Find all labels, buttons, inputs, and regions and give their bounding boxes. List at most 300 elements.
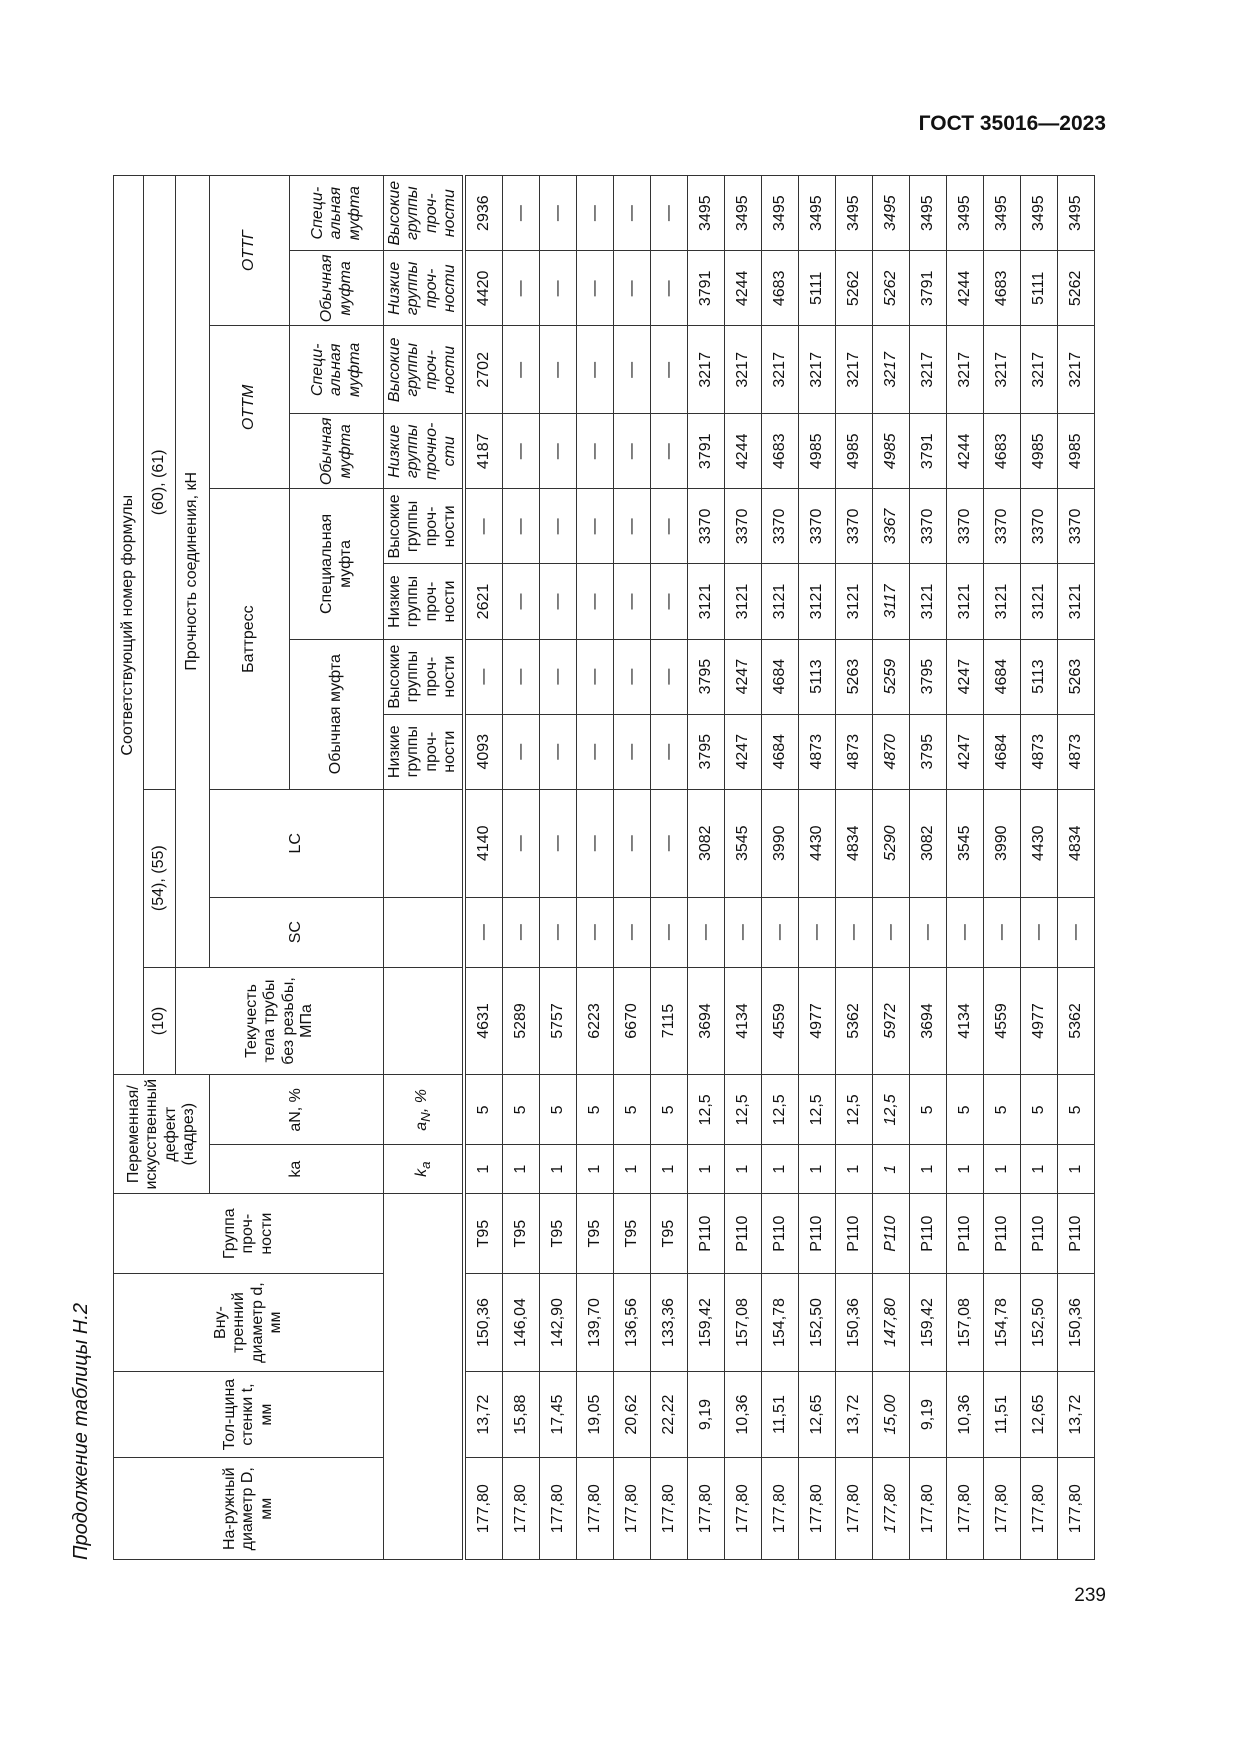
table-cell: — — [502, 414, 539, 489]
ka-header: ka — [210, 1145, 384, 1194]
table-cell: 4684 — [983, 639, 1020, 714]
table-cell: 1 — [946, 1145, 983, 1194]
table-cell: 154,78 — [983, 1274, 1020, 1371]
table-cell: 5 — [946, 1075, 983, 1145]
table-row — [539, 176, 576, 1560]
table-cell: 4870 — [872, 714, 909, 789]
table-cell: 4244 — [724, 414, 761, 489]
table-cell: 139,70 — [576, 1274, 613, 1371]
table-cell: 3082 — [687, 789, 724, 897]
table-cell: — — [576, 251, 613, 326]
table-cell: 10,36 — [946, 1371, 983, 1458]
table-cell: 177,80 — [835, 1458, 872, 1560]
table-cell: 7115 — [650, 967, 687, 1075]
table-cell: P110 — [983, 1193, 1020, 1273]
table-cell: 5 — [1057, 1075, 1094, 1145]
table-row — [724, 176, 761, 1560]
table-cell: 3121 — [1057, 564, 1094, 639]
table-cell: 3495 — [983, 176, 1020, 251]
table-cell: — — [502, 714, 539, 789]
table-cell: 5 — [983, 1075, 1020, 1145]
table-cell: 3495 — [724, 176, 761, 251]
table-cell: — — [576, 714, 613, 789]
table-cell: 4093 — [464, 714, 503, 789]
table-cell: — — [613, 564, 650, 639]
ottm-header: ОТТМ — [210, 326, 290, 489]
table-cell: 13,72 — [1057, 1371, 1094, 1458]
table-cell: — — [650, 639, 687, 714]
table-cell: 1 — [798, 1145, 835, 1194]
table-cell: 5262 — [872, 251, 909, 326]
table-cell: 3795 — [909, 639, 946, 714]
table-cell: 3990 — [761, 789, 798, 897]
table-cell: 3121 — [687, 564, 724, 639]
table-cell: 3121 — [798, 564, 835, 639]
table-cell: 4834 — [1057, 789, 1094, 897]
table-cell: — — [539, 897, 576, 967]
table-cell: 4873 — [798, 714, 835, 789]
table-cell: 152,50 — [798, 1274, 835, 1371]
table-cell: 3694 — [687, 967, 724, 1075]
table-cell: — — [650, 714, 687, 789]
table-cell: 4683 — [983, 251, 1020, 326]
table-cell: 1 — [464, 1145, 503, 1194]
formula-10-header: (10) — [144, 967, 176, 1075]
table-cell: 4559 — [983, 967, 1020, 1075]
ottg-special-high-header: Высокие группы проч-ности — [384, 176, 464, 251]
table-cell: 177,80 — [909, 1458, 946, 1560]
table-cell: 177,80 — [872, 1458, 909, 1560]
table-cell: 152,50 — [1020, 1274, 1057, 1371]
table-cell: 11,51 — [983, 1371, 1020, 1458]
table-row — [613, 176, 650, 1560]
joint-strength-header: Прочность соединения, кН — [176, 176, 210, 968]
table-cell: 3495 — [687, 176, 724, 251]
table-cell: — — [539, 489, 576, 564]
table-cell: — — [576, 489, 613, 564]
table-cell: 3121 — [946, 564, 983, 639]
col-strength-group-header: Группа проч-ности — [114, 1193, 384, 1273]
table-cell: 12,5 — [835, 1075, 872, 1145]
table-cell: 5111 — [798, 251, 835, 326]
table-row — [1057, 176, 1094, 1560]
table-cell: — — [539, 414, 576, 489]
table-cell: 4244 — [946, 414, 983, 489]
table-cell: 147,80 — [872, 1274, 909, 1371]
rotated-table-wrapper — [113, 175, 1095, 1560]
table-cell: — — [650, 897, 687, 967]
table-cell: 10,36 — [724, 1371, 761, 1458]
table-cell: 5362 — [835, 967, 872, 1075]
table-cell: — — [1020, 897, 1057, 967]
table-cell: 3217 — [946, 326, 983, 414]
table-cell: 3121 — [1020, 564, 1057, 639]
table-cell: 12,5 — [798, 1075, 835, 1145]
table-cell: 4684 — [761, 714, 798, 789]
table-cell: — — [539, 639, 576, 714]
table-cell: 1 — [1057, 1145, 1094, 1194]
table-cell: 1 — [502, 1145, 539, 1194]
table-cell: 4247 — [724, 714, 761, 789]
table-cell: 4559 — [761, 967, 798, 1075]
table-cell: 1 — [909, 1145, 946, 1194]
table-cell: — — [613, 251, 650, 326]
col-outer-diameter-header: На-ружный диаметр D, мм — [114, 1458, 384, 1560]
table-cell: 1 — [761, 1145, 798, 1194]
table-row — [798, 176, 835, 1560]
col-inner-diameter-header: Вну-тренний диаметр d, мм — [114, 1274, 384, 1371]
table-cell: — — [650, 489, 687, 564]
table-cell: 177,80 — [1020, 1458, 1057, 1560]
table-cell: 9,19 — [687, 1371, 724, 1458]
table-cell: — — [835, 897, 872, 967]
table-cell: 1 — [835, 1145, 872, 1194]
table-row — [835, 176, 872, 1560]
formula-number-header: Соответствующий номер формулы — [114, 176, 144, 1075]
table-cell: 5 — [650, 1075, 687, 1145]
table-cell: 177,80 — [798, 1458, 835, 1560]
table-cell: 3545 — [724, 789, 761, 897]
table-cell: 3217 — [798, 326, 835, 414]
ottm-special-coupling-header: Специ-альная муфта — [290, 326, 384, 414]
table-cell: 177,80 — [502, 1458, 539, 1560]
table-cell: P110 — [1057, 1193, 1094, 1273]
table-cell: 177,80 — [687, 1458, 724, 1560]
table-cell: 12,65 — [798, 1371, 835, 1458]
table-cell: 6223 — [576, 967, 613, 1075]
table-cell: — — [798, 897, 835, 967]
table-cell: 177,80 — [1057, 1458, 1094, 1560]
table-cell: 3370 — [687, 489, 724, 564]
table-cell: 3217 — [909, 326, 946, 414]
table-cell: 177,80 — [576, 1458, 613, 1560]
table-cell: — — [502, 251, 539, 326]
table-cell: 5290 — [872, 789, 909, 897]
table-cell: 4985 — [872, 414, 909, 489]
table-cell: — — [502, 176, 539, 251]
ottg-special-coupling-header: Специ-альная муфта — [290, 176, 384, 251]
buttress-special-coupling-header: Специальная муфта — [290, 489, 384, 639]
table-cell: — — [539, 714, 576, 789]
table-cell: 6670 — [613, 967, 650, 1075]
table-cell: 3117 — [872, 564, 909, 639]
table-cell: 1 — [983, 1145, 1020, 1194]
buttress-special-low-header: Низкие группы проч-ности — [384, 564, 464, 639]
table-cell: 177,80 — [761, 1458, 798, 1560]
table-cell: 3217 — [724, 326, 761, 414]
table-cell: — — [576, 564, 613, 639]
table-cell: 1 — [872, 1145, 909, 1194]
an-header: aN, % — [210, 1075, 384, 1145]
table-cell: — — [539, 251, 576, 326]
table-cell: — — [464, 897, 503, 967]
table-cell: 9,19 — [909, 1371, 946, 1458]
table-cell: — — [539, 176, 576, 251]
table-cell: 13,72 — [835, 1371, 872, 1458]
table-cell: 3795 — [687, 714, 724, 789]
table-row — [687, 176, 724, 1560]
table-cell: 133,36 — [650, 1274, 687, 1371]
table-caption: Продолжение таблицы Н.2 — [70, 1302, 92, 1560]
table-cell: 4247 — [946, 714, 983, 789]
table-cell: 3495 — [835, 176, 872, 251]
table-row — [946, 176, 983, 1560]
table-cell: 4683 — [761, 414, 798, 489]
table-cell: 5 — [539, 1075, 576, 1145]
table-cell: 4683 — [761, 251, 798, 326]
table-cell: 3370 — [946, 489, 983, 564]
table-cell: 5262 — [835, 251, 872, 326]
table-cell: P110 — [724, 1193, 761, 1273]
document-id: ГОСТ 35016—2023 — [918, 112, 1106, 135]
table-cell: — — [502, 489, 539, 564]
table-cell: 150,36 — [835, 1274, 872, 1371]
table-cell: 5972 — [872, 967, 909, 1075]
table-cell: 3495 — [909, 176, 946, 251]
table-cell: — — [650, 789, 687, 897]
table-cell: 159,42 — [687, 1274, 724, 1371]
table-row — [983, 176, 1020, 1560]
table-cell: 3694 — [909, 967, 946, 1075]
table-cell: 3217 — [835, 326, 872, 414]
table-cell: — — [613, 489, 650, 564]
table-cell: 3370 — [798, 489, 835, 564]
table-cell: — — [464, 639, 503, 714]
table-cell: 5362 — [1057, 967, 1094, 1075]
ottm-regular-coupling-header: Обычная муфта — [290, 414, 384, 489]
table-cell: — — [576, 414, 613, 489]
table-cell: 177,80 — [464, 1458, 503, 1560]
table-row — [464, 176, 503, 1560]
table-cell: 177,80 — [946, 1458, 983, 1560]
table-cell: — — [613, 414, 650, 489]
table-cell: 159,42 — [909, 1274, 946, 1371]
table-cell: 11,51 — [761, 1371, 798, 1458]
col-lc-header: LC — [210, 789, 384, 897]
table-cell: 3990 — [983, 789, 1020, 897]
table-cell: — — [502, 897, 539, 967]
table-cell: T95 — [502, 1193, 539, 1273]
table-cell: 3121 — [761, 564, 798, 639]
table-cell: — — [539, 326, 576, 414]
table-cell: 5 — [502, 1075, 539, 1145]
table-cell: 12,65 — [1020, 1371, 1057, 1458]
table-cell: 5263 — [835, 639, 872, 714]
table-cell: — — [983, 897, 1020, 967]
table-cell: 5757 — [539, 967, 576, 1075]
table-cell: 1 — [613, 1145, 650, 1194]
table-row — [761, 176, 798, 1560]
table-cell: 22,22 — [650, 1371, 687, 1458]
table-cell: 146,04 — [502, 1274, 539, 1371]
table-cell: 4420 — [464, 251, 503, 326]
table-cell: P110 — [909, 1193, 946, 1273]
table-cell: 3121 — [835, 564, 872, 639]
header-spacer — [384, 1193, 464, 1559]
table-cell: 12,5 — [872, 1075, 909, 1145]
buttress-special-high-header: Высокие группы проч-ности — [384, 489, 464, 564]
table-cell: T95 — [576, 1193, 613, 1273]
ottg-header: ОТТГ — [210, 176, 290, 326]
table-cell: — — [576, 176, 613, 251]
table-cell: 4873 — [1020, 714, 1057, 789]
col-yield-header: Текучесть тела трубы без резьбы, МПа — [176, 967, 384, 1075]
table-cell: 15,88 — [502, 1371, 539, 1458]
table-cell: 157,08 — [724, 1274, 761, 1371]
table-body — [464, 176, 1095, 1560]
table-cell: 3370 — [909, 489, 946, 564]
table-cell: — — [946, 897, 983, 967]
table-cell: 3217 — [1020, 326, 1057, 414]
ka-symbol-header: $k_a$ — [384, 1145, 464, 1194]
table-cell: — — [613, 176, 650, 251]
table-cell: 157,08 — [946, 1274, 983, 1371]
table-cell: 3495 — [1057, 176, 1094, 251]
table-cell: 3545 — [946, 789, 983, 897]
table-cell: 4684 — [761, 639, 798, 714]
table-cell: 13,72 — [464, 1371, 503, 1458]
ottm-regular-low-header: Низкие группы прочно-сти — [384, 414, 464, 489]
table-cell: 4683 — [983, 414, 1020, 489]
table-cell: 5262 — [1057, 251, 1094, 326]
table-cell: — — [909, 897, 946, 967]
buttress-regular-coupling-header: Обычная муфта — [290, 639, 384, 789]
ottm-special-high-header: Высокие группы проч-ности — [384, 326, 464, 414]
table-cell: 3217 — [872, 326, 909, 414]
buttress-header: Баттресс — [210, 489, 290, 789]
table-cell: 3370 — [761, 489, 798, 564]
buttress-regular-high-header: Высокие группы проч-ности — [384, 639, 464, 714]
table-cell: T95 — [650, 1193, 687, 1273]
table-cell: 1 — [687, 1145, 724, 1194]
table-cell: 12,5 — [687, 1075, 724, 1145]
yield-spacer — [384, 967, 464, 1075]
table-cell: — — [539, 789, 576, 897]
table-cell: 3370 — [983, 489, 1020, 564]
table-cell: 4631 — [464, 967, 503, 1075]
table-cell: 4977 — [798, 967, 835, 1075]
table-cell: — — [1057, 897, 1094, 967]
table-cell: 4247 — [724, 639, 761, 714]
table-cell: — — [613, 714, 650, 789]
table-cell: 177,80 — [983, 1458, 1020, 1560]
ottg-regular-low-header: Низкие группы проч-ности — [384, 251, 464, 326]
table-cell: 177,80 — [539, 1458, 576, 1560]
table-cell: — — [650, 414, 687, 489]
table-cell: 5 — [1020, 1075, 1057, 1145]
table-cell: P110 — [687, 1193, 724, 1273]
table-cell: 3121 — [983, 564, 1020, 639]
table-cell: 3217 — [687, 326, 724, 414]
table-cell: — — [502, 326, 539, 414]
table-cell: 136,56 — [613, 1274, 650, 1371]
table-cell: — — [650, 251, 687, 326]
table-cell: 1 — [724, 1145, 761, 1194]
table-cell: P110 — [835, 1193, 872, 1273]
table-cell: 4873 — [835, 714, 872, 789]
table-row — [650, 176, 687, 1560]
table-cell: 15,00 — [872, 1371, 909, 1458]
table-cell: 150,36 — [1057, 1274, 1094, 1371]
table-row — [502, 176, 539, 1560]
table-cell: 3121 — [724, 564, 761, 639]
table-cell: 5 — [613, 1075, 650, 1145]
table-cell: 19,05 — [576, 1371, 613, 1458]
table-row — [576, 176, 613, 1560]
table-cell: 12,5 — [724, 1075, 761, 1145]
table-cell: 1 — [650, 1145, 687, 1194]
table-cell: 4187 — [464, 414, 503, 489]
table-cell: P110 — [946, 1193, 983, 1273]
table-cell: — — [650, 564, 687, 639]
table-cell: T95 — [613, 1193, 650, 1273]
table-cell: 4134 — [724, 967, 761, 1075]
table-cell: 3370 — [1057, 489, 1094, 564]
table-cell: 3495 — [761, 176, 798, 251]
table-cell: — — [576, 789, 613, 897]
table-cell: — — [724, 897, 761, 967]
table-cell: 3367 — [872, 489, 909, 564]
table-cell: P110 — [761, 1193, 798, 1273]
buttress-regular-low-header: Низкие группы проч-ности — [384, 714, 464, 789]
table-cell: — — [687, 897, 724, 967]
table-cell: 5263 — [1057, 639, 1094, 714]
table-cell: 5259 — [872, 639, 909, 714]
table-cell: 3791 — [909, 251, 946, 326]
table-cell: 3370 — [724, 489, 761, 564]
table-cell: — — [576, 639, 613, 714]
table-cell: — — [502, 639, 539, 714]
ottg-regular-coupling-header: Обычная муфта — [290, 251, 384, 326]
table-cell: 4985 — [1020, 414, 1057, 489]
col-defect-header: Переменная/ искусственный дефект (надрез) — [114, 1075, 210, 1194]
table-cell: 4430 — [798, 789, 835, 897]
table-cell: 4834 — [835, 789, 872, 897]
table-cell: 4873 — [1057, 714, 1094, 789]
table-cell: — — [613, 326, 650, 414]
table-cell: 3121 — [909, 564, 946, 639]
table-cell: 3217 — [983, 326, 1020, 414]
table-cell: 2936 — [464, 176, 503, 251]
table-cell: — — [761, 897, 798, 967]
table-cell: 4244 — [946, 251, 983, 326]
table-cell: — — [650, 326, 687, 414]
table-cell: — — [502, 789, 539, 897]
formula-60-61-header: (60), (61) — [144, 176, 176, 790]
table-cell: — — [576, 897, 613, 967]
col-sc-header: SC — [210, 897, 384, 967]
table-cell: 5 — [464, 1075, 503, 1145]
table-cell: P110 — [798, 1193, 835, 1273]
table-cell: 150,36 — [464, 1274, 503, 1371]
table-cell: 3495 — [1020, 176, 1057, 251]
table-cell: 3082 — [909, 789, 946, 897]
table-cell: 4977 — [1020, 967, 1057, 1075]
table-cell: — — [650, 176, 687, 251]
table-cell: 142,90 — [539, 1274, 576, 1371]
table-cell: 4134 — [946, 967, 983, 1075]
table-cell: 3217 — [1057, 326, 1094, 414]
table-cell: — — [613, 897, 650, 967]
table-cell: 5 — [909, 1075, 946, 1145]
table-cell: 3370 — [835, 489, 872, 564]
table-cell: — — [576, 326, 613, 414]
table-cell: 17,45 — [539, 1371, 576, 1458]
table-cell: 5113 — [1020, 639, 1057, 714]
table-cell: 5111 — [1020, 251, 1057, 326]
table-cell: 2702 — [464, 326, 503, 414]
table-cell: 3370 — [1020, 489, 1057, 564]
